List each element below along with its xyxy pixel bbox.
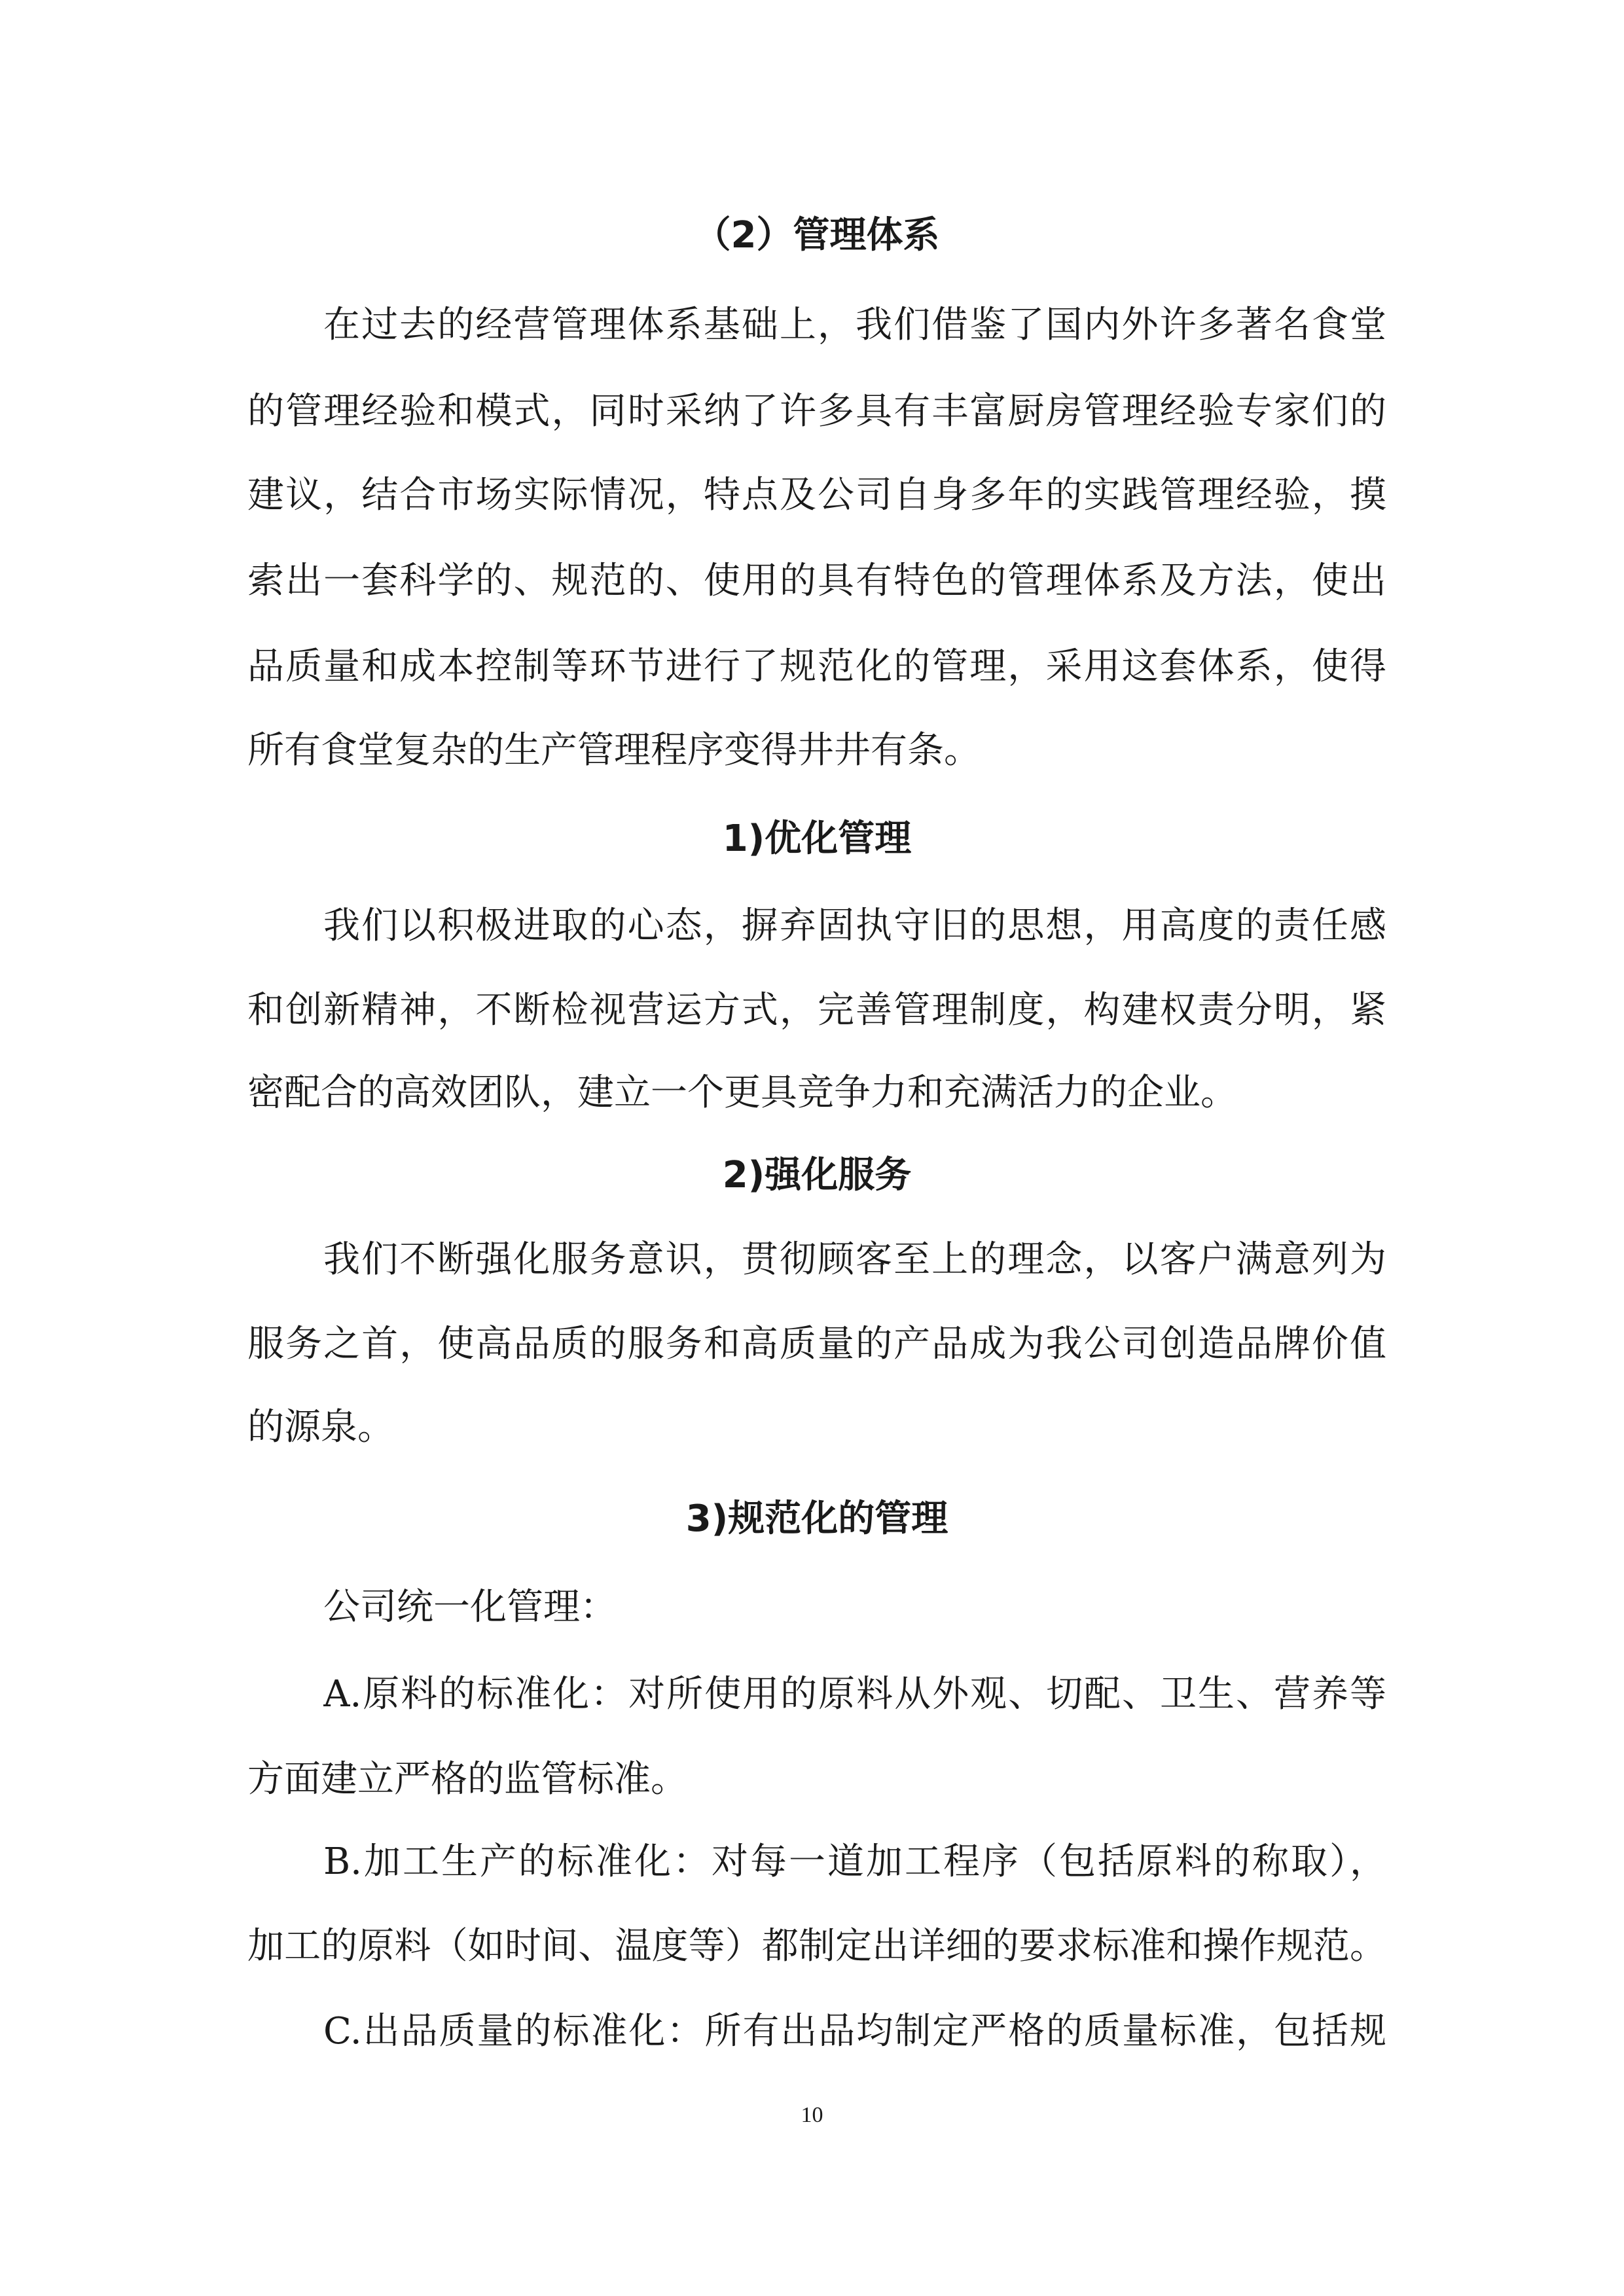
paragraph-line: 的源泉。 xyxy=(247,1406,394,1448)
paragraph-line: C.出品质量的标准化：所有出品均制定严格的质量标准，包括规 xyxy=(323,2010,1386,2053)
section-heading-management-system: （2）管理体系 xyxy=(694,214,940,257)
paragraph-line: 加工的原料（如时间、温度等）都制定出详细的要求标准和操作规范。 xyxy=(247,1925,1386,1967)
section-heading-standardize: 3)规范化的管理 xyxy=(685,1498,948,1540)
paragraph-line: 我们以积极进取的心态，摒弃固执守旧的思想，用高度的责任感 xyxy=(323,905,1386,947)
paragraph-line: 密配合的高效团队，建立一个更具竞争力和充满活力的企业。 xyxy=(247,1071,1237,1114)
paragraph-line: 在过去的经营管理体系基础上，我们借鉴了国内外许多著名食堂 xyxy=(323,304,1386,346)
section-heading-service: 2)强化服务 xyxy=(722,1154,912,1196)
paragraph-line: A.原料的标准化：对所使用的原料从外观、切配、卫生、营养等 xyxy=(323,1673,1386,1715)
paragraph-line: 服务之首，使高品质的服务和高质量的产品成为我公司创造品牌价值 xyxy=(247,1323,1386,1365)
page-number: 10 xyxy=(801,2103,823,2127)
paragraph-line: 所有食堂复杂的生产管理程序变得井井有条。 xyxy=(247,729,981,772)
paragraph-line: 公司统一化管理： xyxy=(323,1586,617,1628)
paragraph-line: 我们不断强化服务意识，贯彻顾客至上的理念，以客户满意列为 xyxy=(323,1238,1386,1281)
paragraph-line: B.加工生产的标准化：对每一道加工程序（包括原料的称取）， xyxy=(323,1840,1386,1883)
paragraph-line: 的管理经验和模式，同时采纳了许多具有丰富厨房管理经验专家们的 xyxy=(247,390,1386,433)
paragraph-line: 品质量和成本控制等环节进行了规范化的管理，采用这套体系，使得 xyxy=(247,645,1386,688)
paragraph-line: 和创新精神，不断检视营运方式，完善管理制度，构建权责分明，紧 xyxy=(247,989,1386,1031)
paragraph-line: 建议，结合市场实际情况，特点及公司自身多年的实践管理经验，摸 xyxy=(247,474,1386,516)
paragraph-line: 索出一套科学的、规范的、使用的具有特色的管理体系及方法，使出 xyxy=(247,560,1386,602)
section-heading-optimize: 1)优化管理 xyxy=(722,817,912,860)
paragraph-line: 方面建立严格的监管标准。 xyxy=(247,1758,687,1801)
